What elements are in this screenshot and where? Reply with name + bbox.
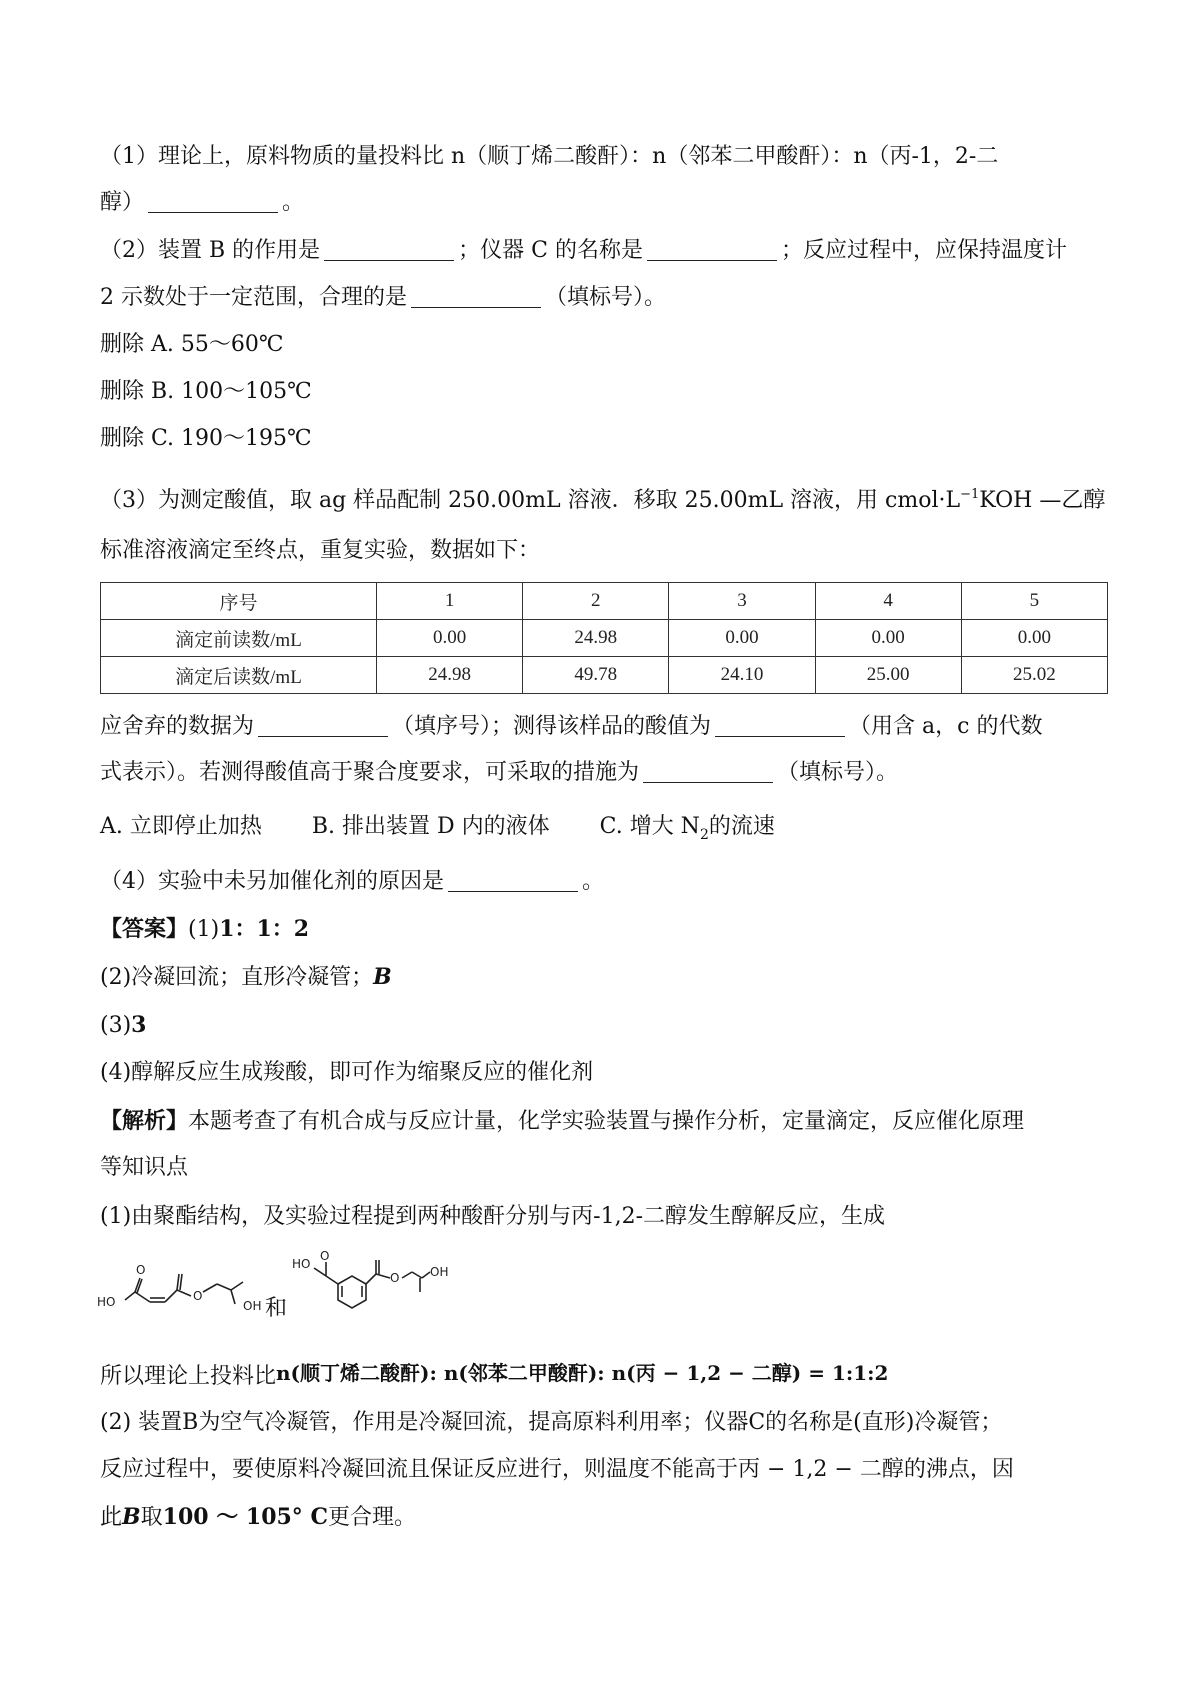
table-cell: 3 bbox=[669, 583, 815, 620]
structure-label: OH bbox=[430, 1265, 449, 1279]
q2-option-c: 删除 C. 190～195℃ bbox=[100, 426, 312, 451]
q3-option-a: A. 立即停止加热 bbox=[100, 814, 262, 839]
q3-text-b: KOH —乙醇 bbox=[979, 488, 1106, 513]
answer-blank bbox=[411, 285, 541, 308]
ratio-pre: 所以理论上投料比 bbox=[100, 1364, 277, 1389]
analysis-label: 【解析】 bbox=[100, 1108, 189, 1134]
q4-line bbox=[100, 867, 604, 897]
q3-after-line2 bbox=[100, 758, 898, 788]
answer-1: 1：1：2 bbox=[219, 916, 310, 942]
structure-label: O bbox=[320, 1249, 330, 1263]
answer-line2 bbox=[100, 962, 392, 993]
answer-blank bbox=[258, 714, 388, 737]
monoester-phthalate-structure bbox=[290, 1248, 450, 1328]
q3-line1 bbox=[100, 480, 1105, 516]
answer-blank bbox=[647, 238, 777, 261]
q2-text-e: （填标号）。 bbox=[545, 285, 667, 310]
and-word: 和 bbox=[265, 1296, 288, 1321]
analysis-ratio-line bbox=[100, 1358, 888, 1392]
q2-text-d: 2 示数处于一定范围，合理的是 bbox=[100, 285, 407, 310]
q3-option-c-post: 的流速 bbox=[708, 814, 775, 839]
answer-2-b: B bbox=[373, 964, 392, 990]
monoester-maleate-structure bbox=[95, 1252, 265, 1327]
answer-label: 【答案】 bbox=[100, 916, 189, 942]
q3-after-c: （用含 a，c 的代数 bbox=[849, 714, 1043, 739]
q3-options bbox=[100, 812, 775, 850]
structure-label: OH bbox=[243, 1299, 262, 1313]
q1-line2-post: 。 bbox=[282, 190, 305, 215]
q3-sup: −1 bbox=[960, 487, 980, 502]
q3-after-line1 bbox=[100, 712, 1042, 742]
structure-label: O bbox=[390, 1271, 400, 1285]
table-cell: 2 bbox=[523, 583, 669, 620]
answer-blank bbox=[324, 238, 454, 261]
table-cell: 滴定后读数/mL bbox=[101, 657, 377, 694]
q3-option-b: B. 排出装置 D 内的液体 bbox=[311, 814, 550, 839]
table-cell: 0.00 bbox=[377, 620, 523, 657]
table-cell: 滴定前读数/mL bbox=[101, 620, 377, 657]
table-row bbox=[101, 620, 1108, 657]
answer-1-pre: (1) bbox=[188, 917, 220, 942]
answer-blank bbox=[148, 190, 278, 213]
answer-blank bbox=[643, 760, 773, 783]
q3-after-b: （填序号）；测得该样品的酸值为 bbox=[392, 714, 712, 739]
answer-blank bbox=[448, 869, 578, 892]
q4-post: 。 bbox=[582, 869, 605, 894]
q3-option-c-pre: C. 增大 N bbox=[599, 814, 700, 839]
p2-text-e: 更合理。 bbox=[327, 1505, 416, 1530]
p2-text-c: 取 bbox=[140, 1505, 163, 1530]
table-row bbox=[101, 657, 1108, 694]
analysis-p2-line1: (2) 装置B为空气冷凝管，作用是冷凝回流，提高原料利用率；仪器C的名称是(直形)冷凝管； bbox=[100, 1410, 1003, 1435]
structure-label: HO bbox=[292, 1257, 311, 1271]
q2-text-b: ；仪器 C 的名称是 bbox=[458, 238, 643, 263]
table-cell: 1 bbox=[377, 583, 523, 620]
q3-text-a: （3）为测定酸值，取 ag 样品配制 250.00mL 溶液．移取 25.00mL 溶液，用 cmol·L bbox=[100, 488, 961, 513]
table-cell: 49.78 bbox=[523, 657, 669, 694]
analysis-p2-line3 bbox=[100, 1502, 416, 1533]
q1-line2 bbox=[100, 188, 304, 218]
structure-label: O bbox=[136, 1263, 146, 1277]
q2-line1 bbox=[100, 236, 1067, 266]
answer-2: (2)冷凝回流；直形冷凝管； bbox=[100, 965, 374, 990]
q3-option-c bbox=[599, 814, 775, 843]
q1-line2-pre: 醇） bbox=[100, 190, 145, 215]
table-cell: 24.98 bbox=[377, 657, 523, 694]
q2-option-b: 删除 B. 100～105℃ bbox=[100, 379, 312, 404]
table-header-row bbox=[101, 583, 1108, 620]
q2-text-c: ；反应过程中，应保持温度计 bbox=[780, 238, 1067, 263]
p2-text-a: 此 bbox=[100, 1505, 123, 1530]
table-cell: 序号 bbox=[101, 583, 377, 620]
table-cell: 0.00 bbox=[669, 620, 815, 657]
analysis-line2: 等知识点 bbox=[100, 1155, 189, 1180]
table-cell: 25.02 bbox=[961, 657, 1107, 694]
structure-label: O bbox=[193, 1289, 203, 1303]
analysis-line1 bbox=[100, 1106, 1024, 1137]
analysis-text1: 本题考查了有机合成与反应计量，化学实验装置与操作分析，定量滴定，反应催化原理 bbox=[188, 1109, 1025, 1134]
table-cell: 24.10 bbox=[669, 657, 815, 694]
q3-option-c-sub: 2 bbox=[699, 827, 709, 843]
q2-option-a: 删除 A. 55～60℃ bbox=[100, 332, 284, 357]
p2-text-b: B bbox=[122, 1504, 141, 1530]
answer-3-pre: (3) bbox=[100, 1013, 132, 1038]
q3-after-a: 应舍弃的数据为 bbox=[100, 714, 255, 739]
answer-line3 bbox=[100, 1010, 146, 1041]
titration-table bbox=[100, 582, 1108, 694]
answer-line4: (4)醇解反应生成羧酸，即可作为缩聚反应的催化剂 bbox=[100, 1060, 594, 1085]
answer-blank bbox=[715, 714, 845, 737]
q1-line1: （1）理论上，原料物质的量投料比 n（顺丁烯二酸酐）：n（邻苯二甲酸酐）：n（丙-1，2-二 bbox=[100, 144, 999, 169]
ratio-formula: n(顺丁烯二酸酐): n(邻苯二甲酸酐): n(丙 − 1,2 − 二醇) = 1:1:2 bbox=[276, 1361, 889, 1385]
answer-line1 bbox=[100, 914, 309, 945]
table-cell: 24.98 bbox=[523, 620, 669, 657]
q4-text: （4）实验中未另加催化剂的原因是 bbox=[100, 869, 444, 894]
structure-label: HO bbox=[97, 1295, 116, 1309]
table-cell: 0.00 bbox=[961, 620, 1107, 657]
p2-temp: 100 ～ 105° C bbox=[162, 1504, 328, 1530]
q3-after-e: （填标号）。 bbox=[777, 760, 899, 785]
analysis-p2-line2: 反应过程中，要使原料冷凝回流且保证反应进行，则温度不能高于丙 − 1,2 − 二醇的沸点，因 bbox=[100, 1457, 1014, 1482]
q3-line2: 标准溶液滴定至终点，重复实验，数据如下： bbox=[100, 538, 541, 563]
analysis-p1: (1)由聚酯结构，及实验过程提到两种酸酐分别与丙-1,2-二醇发生醇解反应，生成 bbox=[100, 1204, 886, 1229]
table-cell: 0.00 bbox=[815, 620, 961, 657]
q3-after-d: 式表示）。若测得酸值高于聚合度要求，可采取的措施为 bbox=[100, 760, 640, 785]
q2-text-a: （2）装置 B 的作用是 bbox=[100, 238, 321, 263]
answer-3: 3 bbox=[131, 1012, 147, 1038]
table-cell: 5 bbox=[961, 583, 1107, 620]
q2-line2 bbox=[100, 283, 666, 313]
table-cell: 25.00 bbox=[815, 657, 961, 694]
table-cell: 4 bbox=[815, 583, 961, 620]
